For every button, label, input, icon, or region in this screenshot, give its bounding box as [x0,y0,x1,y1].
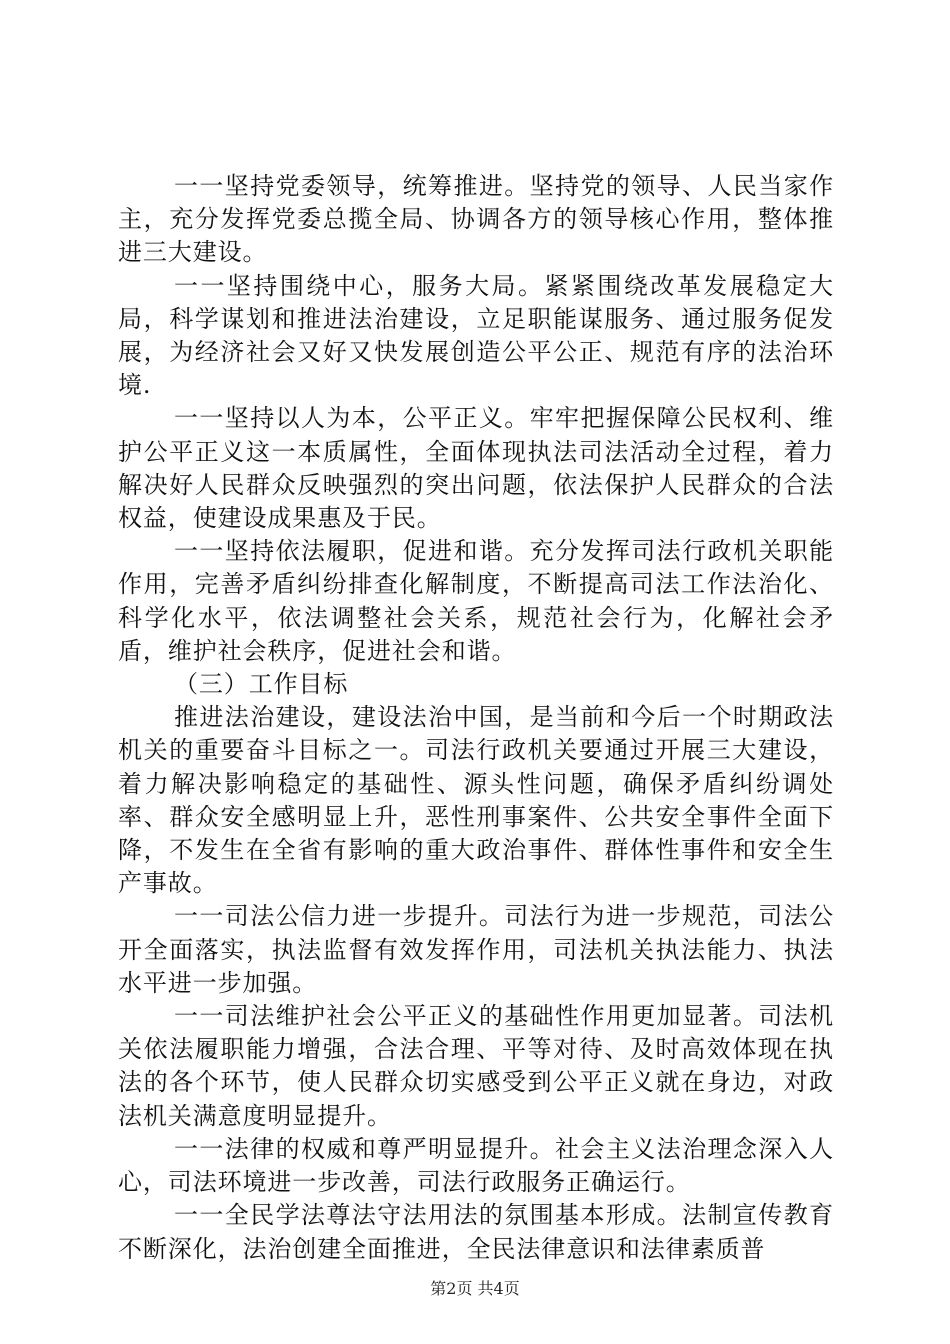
page-number-footer: 第2页 共4页 [430,1279,520,1298]
paragraph-party-leadership: 一一坚持党委领导，统筹推进。坚持党的领导、人民当家作主，充分发挥党委总揽全局、协调各方的领导核心作用，整体推进三大建设。 [118,172,834,267]
paragraph-social-justice: 一一司法维护社会公平正义的基础性作用更加显著。司法机关依法履职能力增强，合法合理、平等对待、及时高效体现在执法的各个环节，使人民群众切实感受到公平正义就在身边，对政法机关满意度明显提升。 [118,1002,834,1130]
paragraph-lawful-duty: 一一坚持依法履职，促进和谐。充分发挥司法行政机关职能作用，完善矛盾纠纷排查化解制度，不断提高司法工作法治化、科学化水平，依法调整社会关系，规范社会行为，化解社会矛盾，维护社会秩序，促进社会和谐。 [118,537,834,665]
paragraph-judicial-credibility: 一一司法公信力进一步提升。司法行为进一步规范，司法公开全面落实，执法监督有效发挥作用，司法机关执法能力、执法水平进一步加强。 [118,902,834,997]
paragraph-goals-intro: 推进法治建设，建设法治中国，是当前和今后一个时期政法机关的重要奋斗目标之一。司法行政机关要通过开展三大建设，着力解决影响稳定的基础性、源头性问题，确保矛盾纠纷调处率、群众安全感明显上升，恶性刑事案件、公共安全事件全面下降，不发生在全省有影响的重大政治事件、群体性事件和安全生产事故。 [118,703,834,898]
section-heading-work-goals: （三）工作目标 [174,670,349,699]
paragraph-law-awareness: 一一全民学法尊法守法用法的氛围基本形成。法制宣传教育不断深化，法治创建全面推进，全民法律意识和法律素质普 [118,1201,834,1263]
paragraph-serve-center: 一一坚持围绕中心，服务大局。紧紧围绕改革发展稳定大局，科学谋划和推进法治建设，立足职能谋服务、通过服务促发展，为经济社会又好又快发展创造公平公正、规范有序的法治环境. [118,271,834,400]
paragraph-law-authority: 一一法律的权威和尊严明显提升。社会主义法治理念深入人心，司法环境进一步改善，司法行政服务正确运行。 [118,1134,834,1197]
paragraph-people-oriented: 一一坚持以人为本，公平正义。牢牢把握保障公民权利、维护公平正义这一本质属性，全面体现执法司法活动全过程，着力解决好人民群众反映强烈的突出问题，依法保护人民群众的合法权益，使建设成果惠及于民。 [118,404,834,533]
document-body [118,170,834,1266]
